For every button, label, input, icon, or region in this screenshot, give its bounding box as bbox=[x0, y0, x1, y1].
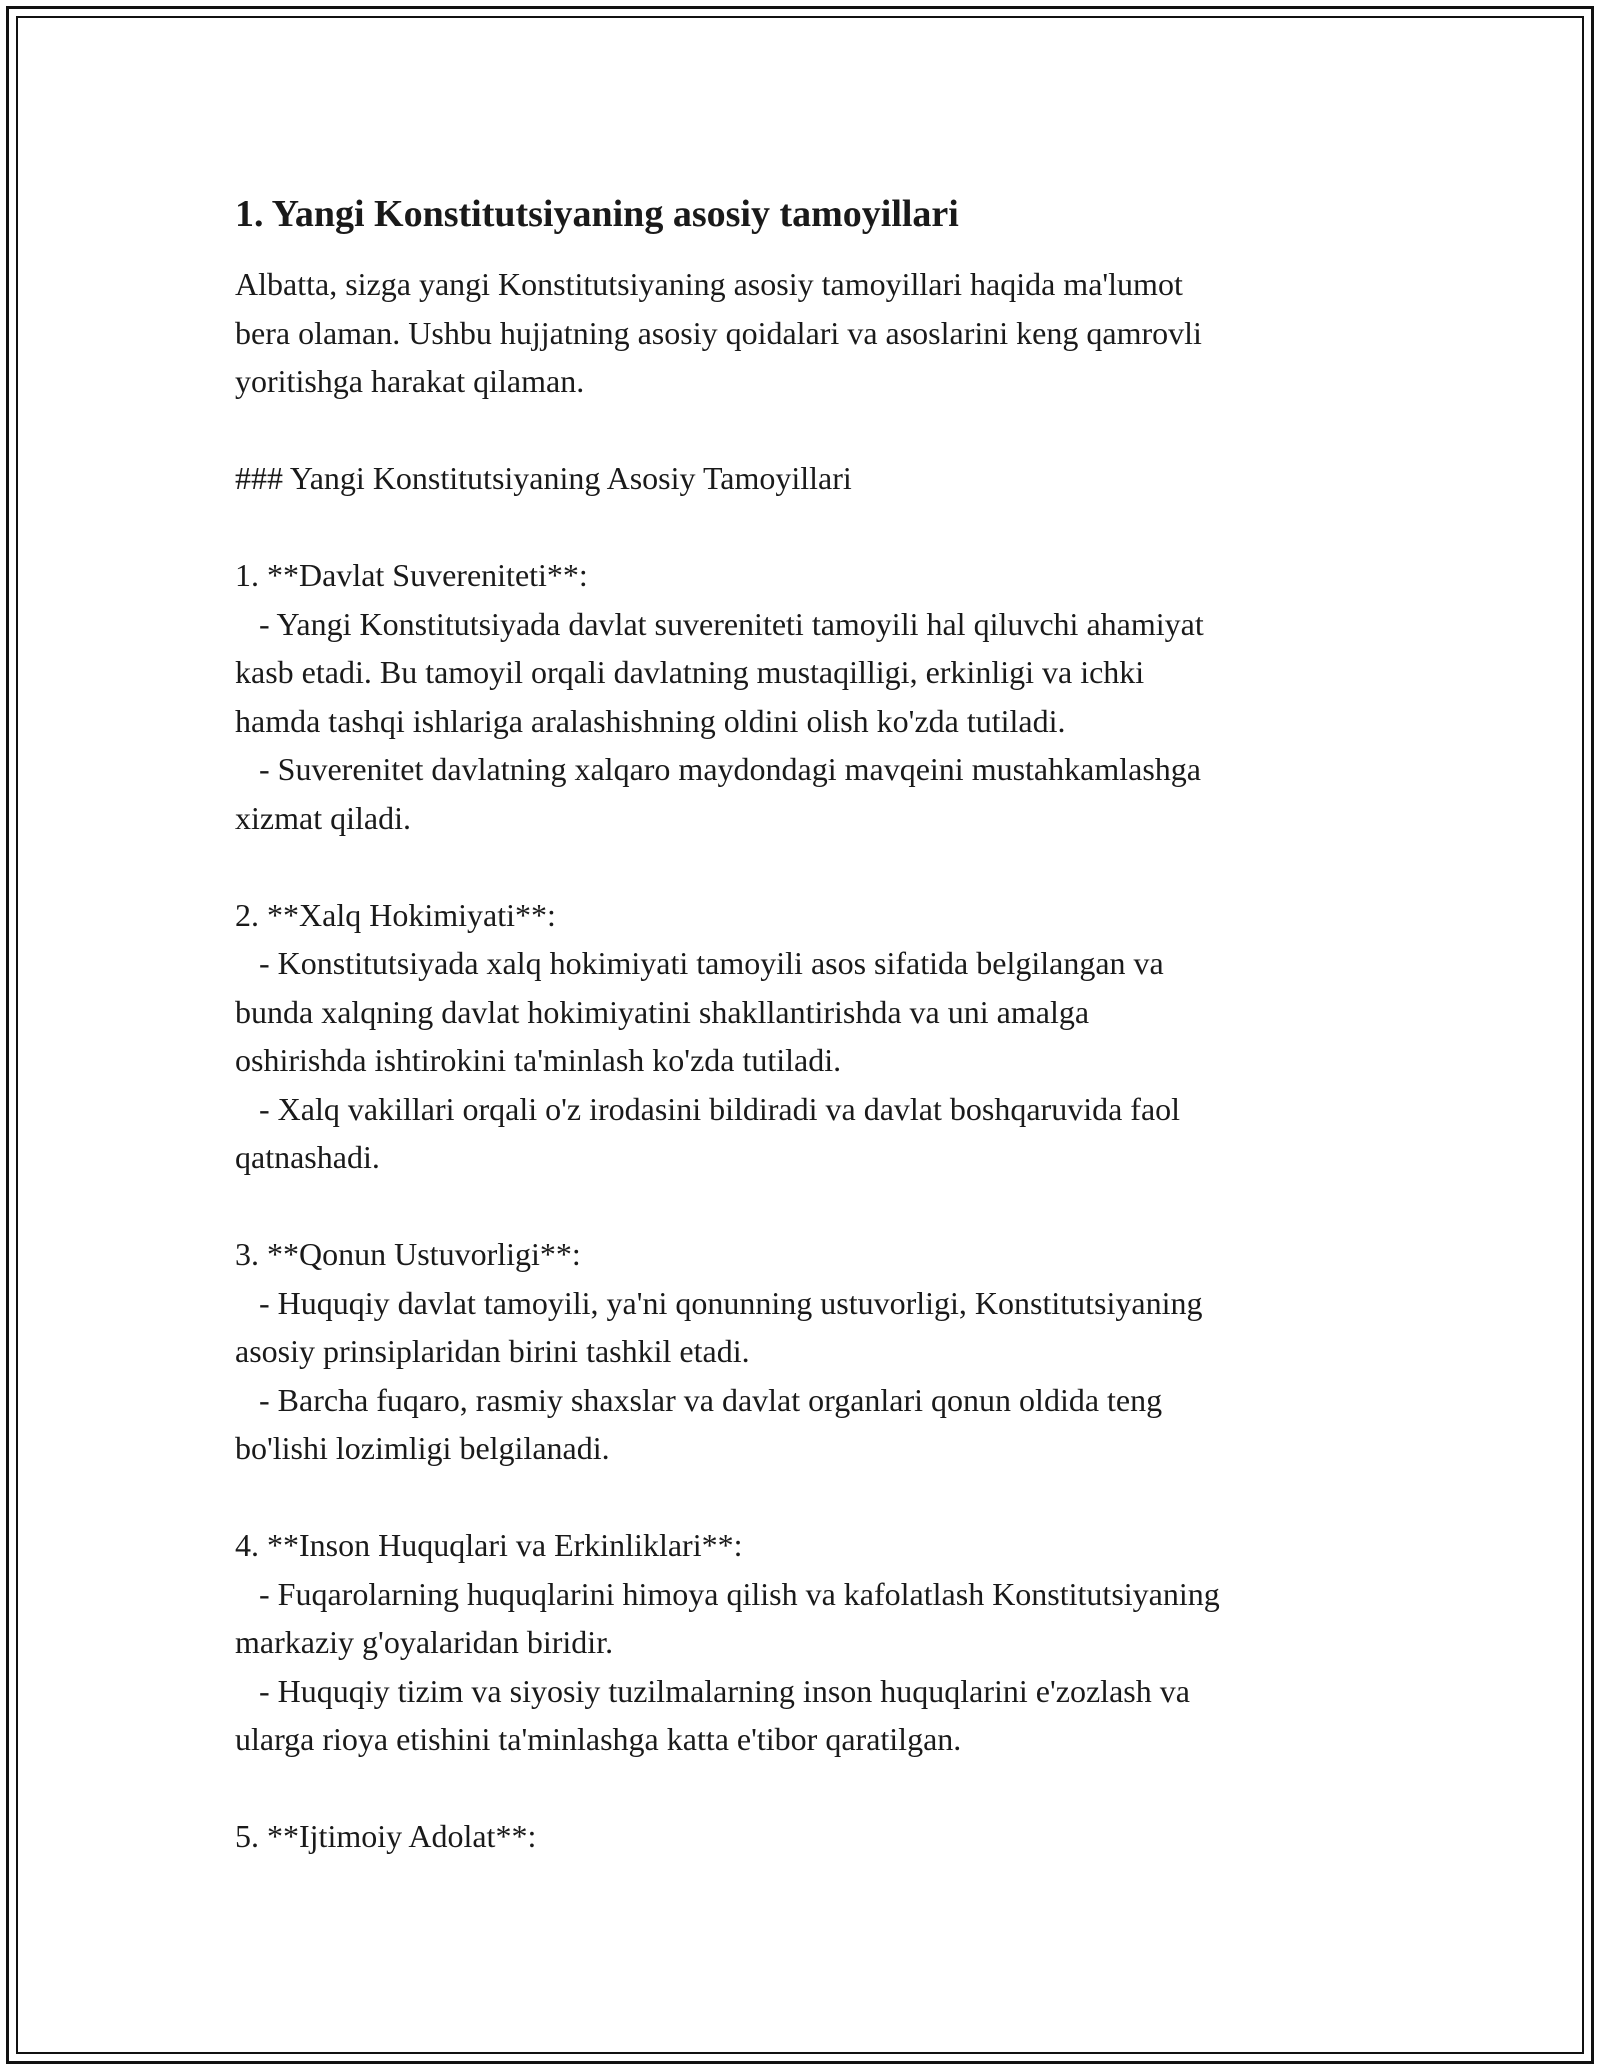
document-title: 1. Yangi Konstitutsiyaning asosiy tamoyillari bbox=[235, 193, 959, 235]
text-line: ### Yangi Konstitutsiyaning Asosiy Tamoyillari bbox=[235, 460, 852, 496]
text-line: markaziy g'oyalaridan biridir. bbox=[235, 1624, 614, 1660]
text-line: hamda tashqi ishlariga aralashishning oldini olish ko'zda tutiladi. bbox=[235, 702, 1066, 739]
text-line: - Barcha fuqaro, rasmiy shaxslar va davlat organlari qonun oldida teng bbox=[235, 1381, 1163, 1418]
text-line: bo'lishi lozimligi belgilanadi. bbox=[235, 1430, 610, 1466]
text-line: - Xalq vakillari orqali o'z irodasini bildiradi va davlat boshqaruvida faol bbox=[235, 1090, 1181, 1127]
text-line: ularga rioya etishini ta'minlashga katta e'tibor qaratilgan. bbox=[235, 1721, 962, 1757]
text-line: xizmat qiladi. bbox=[235, 799, 411, 836]
blank-line bbox=[235, 842, 1375, 891]
blank-line bbox=[235, 406, 1375, 455]
blank-line bbox=[235, 1473, 1375, 1522]
text-line: - Yangi Konstitutsiyada davlat suvereniteti tamoyili hal qiluvchi ahamiyat bbox=[235, 605, 1204, 642]
text-line: qatnashadi. bbox=[235, 1139, 380, 1175]
text-line: oshirishda ishtirokini ta'minlash ko'zda tutiladi. bbox=[235, 1042, 842, 1078]
text-line: - Suverenitet davlatning xalqaro maydondagi mavqeini mustahkamlashga bbox=[235, 751, 1201, 787]
text-line: kasb etadi. Bu tamoyil orqali davlatning mustaqilligi, erkinligi va ichki bbox=[235, 654, 1145, 690]
text-line: bera olaman. Ushbu hujjatning asosiy qoidalari va asoslarini keng qamrovli bbox=[235, 314, 1202, 351]
blank-line bbox=[235, 1182, 1375, 1231]
text-line: 2. **Xalq Hokimiyati**: bbox=[235, 896, 556, 933]
text-line: Albatta, sizga yangi Konstitutsiyaning asosiy tamoyillari haqida ma'lumot bbox=[235, 266, 1183, 302]
blank-line bbox=[235, 503, 1375, 552]
text-line: bunda xalqning davlat hokimiyatini shakllantirishda va uni amalga bbox=[235, 993, 1090, 1030]
text-line: - Huquqiy davlat tamoyili, ya'ni qonunning ustuvorligi, Konstitutsiyaning bbox=[235, 1284, 1203, 1321]
text-line: - Huquqiy tizim va siyosiy tuzilmalarning inson huquqlarini e'zozlash va bbox=[235, 1672, 1190, 1709]
text-line: - Fuqarolarning huquqlarini himoya qilish va kafolatlash Konstitutsiyaning bbox=[235, 1575, 1220, 1612]
blank-line bbox=[235, 1764, 1375, 1813]
text-line: 1. **Davlat Suvereniteti**: bbox=[235, 557, 588, 593]
text-line: - Konstitutsiyada xalq hokimiyati tamoyili asos sifatida belgilangan va bbox=[235, 945, 1164, 981]
document-body bbox=[235, 190, 1375, 1861]
text-line: 3. **Qonun Ustuvorligi**: bbox=[235, 1236, 581, 1272]
text-line: 5. **Ijtimoiy Adolat**: bbox=[235, 1818, 537, 1854]
text-line: asosiy prinsiplaridan birini tashkil etadi. bbox=[235, 1333, 750, 1369]
document-lines bbox=[235, 260, 1375, 1861]
text-line: 4. **Inson Huquqlari va Erkinliklari**: bbox=[235, 1527, 743, 1563]
text-line: yoritishga harakat qilaman. bbox=[235, 363, 585, 399]
